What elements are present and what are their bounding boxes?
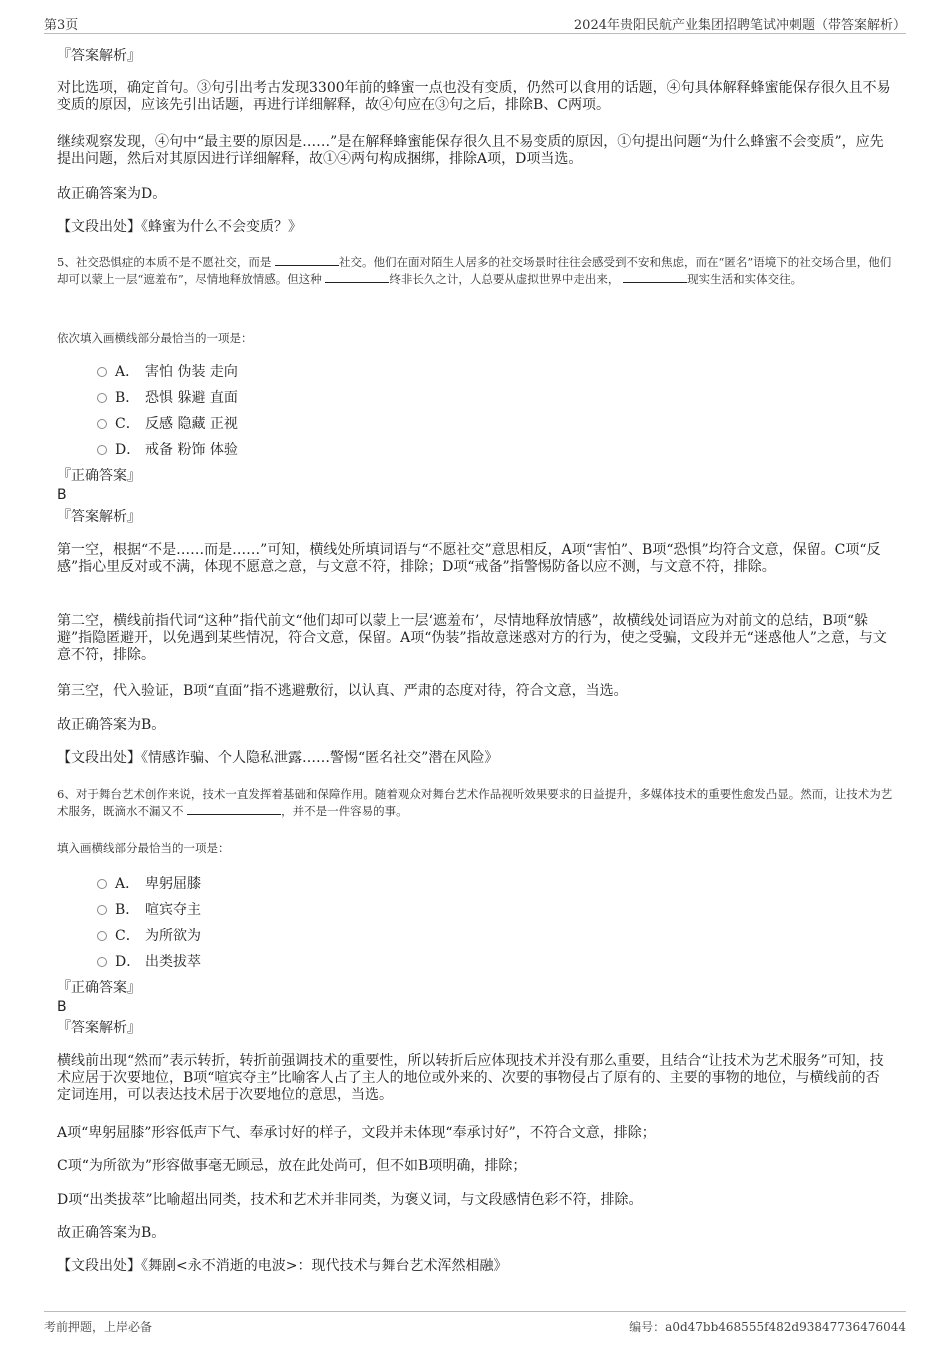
- analysis-label: 『答案解析』: [57, 509, 141, 525]
- blank-line: [275, 254, 339, 266]
- document-code: 编号：a0d47bb468555f482d93847736476044: [629, 1320, 906, 1334]
- footer-slogan: 考前押题，上岸必备: [44, 1320, 153, 1334]
- option-a[interactable]: A． 卑躬屈膝: [97, 876, 201, 893]
- radio-icon[interactable]: [97, 931, 107, 941]
- page-header: [44, 12, 906, 34]
- page-footer: [44, 1311, 906, 1335]
- conclusion: 故正确答案为B。: [57, 1225, 166, 1241]
- correct-answer: B: [57, 487, 67, 503]
- correct-answer-label: 『正确答案』: [57, 980, 141, 996]
- source-citation: 【文段出处】《舞剧<永不消逝的电波>：现代技术与舞台艺术浑然相融》: [57, 1258, 508, 1274]
- radio-icon[interactable]: [97, 879, 107, 889]
- analysis-paragraph: 对比选项，确定首句。③句引出考古发现3300年前的蜂蜜一点也没有变质，仍然可以食用的话题，④句具体解释蜂蜜能保存很久且不易变质的原因，应该先引出话题，再进行详细解释，故④句应在③句之后，排除B、C两项。: [57, 80, 891, 113]
- analysis-paragraph: C项“为所欲为”形容做事毫无顾忌，放在此处尚可，但不如B项明确，排除；: [57, 1158, 527, 1174]
- option-d[interactable]: D． 戒备 粉饰 体验: [97, 442, 238, 459]
- radio-icon[interactable]: [97, 957, 107, 967]
- analysis-paragraph: 第一空，根据“不是……而是……”可知，横线处所填词语与“不愿社交”意思相反，A项“害怕”、B项“恐惧”均符合文意，保留。C项“反感”指心里反对或不满，体现不愿意之意，与文意不符，排除；D项“戒备”指警惕防备以应不测，与文意不符，排除。: [57, 542, 881, 575]
- question-prompt: 依次填入画横线部分最恰当的一项是：: [57, 331, 253, 345]
- question-prompt: 填入画横线部分最恰当的一项是：: [57, 841, 230, 855]
- option-b[interactable]: B． 喧宾夺主: [97, 902, 201, 919]
- analysis-paragraph: 继续观察发现，④句中“最主要的原因是……”是在解释蜂蜜能保存很久且不易变质的原因，①句提出问题“为什么蜂蜜不会变质”，应先提出问题，然后对其原因进行详细解释，故①④两句构成捆绑，排除A项，D项当选。: [57, 134, 884, 167]
- source-citation: 【文段出处】《情感诈骗、个人隐私泄露……警惕“匿名社交”潜在风险》: [57, 750, 499, 766]
- document-title: 2024年贵阳民航产业集团招聘笔试冲刺题（带答案解析）: [573, 18, 906, 33]
- blank-line: [325, 271, 389, 283]
- option-d[interactable]: D． 出类拔萃: [97, 954, 201, 971]
- analysis-label: 『答案解析』: [57, 48, 141, 64]
- analysis-paragraph: A项“卑躬屈膝”形容低声下气、奉承讨好的样子，文段并未体现“奉承讨好”，不符合文意，排除；: [57, 1125, 656, 1141]
- analysis-paragraph: D项“出类拔萃”比喻超出同类，技术和艺术并非同类，为褒义词，与文段感情色彩不符，排除。: [57, 1192, 643, 1208]
- radio-icon[interactable]: [97, 367, 107, 377]
- conclusion: 故正确答案为D。: [57, 186, 167, 202]
- option-b[interactable]: B． 恐惧 躲避 直面: [97, 390, 238, 407]
- analysis-paragraph: 第二空，横线前指代词“这种”指代前文“他们却可以蒙上一层‘遮羞布’，尽情地释放情感”，故横线处词语应为对前文的总结，B项“躲避”指隐匿避开，以免遇到某些情况，符合文意，保留。A项“伪装”指故意迷惑对方的行为，使之受骗，文段并无“迷惑他人”之意，与文意不符，排除。: [57, 613, 887, 663]
- source-citation: 【文段出处】《蜂蜜为什么不会变质？》: [57, 219, 302, 235]
- analysis-label: 『答案解析』: [57, 1020, 141, 1036]
- correct-answer: B: [57, 999, 67, 1015]
- option-a[interactable]: A． 害怕 伪装 走向: [97, 364, 238, 381]
- page-number: 第3页: [44, 18, 79, 33]
- question-5-stem: 5、社交恐惧症的本质不是不愿社交，而是 社交。他们在面对陌生人居多的社交场景时往往会感受到不安和焦虑，而在“匿名”语境下的社交场合里，他们却可以蒙上一层“遮羞布”，尽情地释放情感。但这种 终非长久之计，人总要从虚拟世界中走出来， 现实生活和实体交往。: [57, 255, 892, 286]
- conclusion: 故正确答案为B。: [57, 717, 166, 733]
- analysis-paragraph: 横线前出现“然而”表示转折，转折前强调技术的重要性，所以转折后应体现技术并没有那么重要，且结合“让技术为艺术服务”可知，技术应居于次要地位，B项“喧宾夺主”比喻客人占了主人的地位或外来的、次要的事物侵占了原有的、主要的事物的地位，与横线前的否定词连用，可以表达技术居于次要地位的意思，当选。: [57, 1053, 884, 1103]
- option-c[interactable]: C． 反感 隐藏 正视: [97, 416, 238, 433]
- question-6-stem: 6、对于舞台艺术创作来说，技术一直发挥着基础和保障作用。随着观众对舞台艺术作品视听效果要求的日益提升，多媒体技术的重要性愈发凸显。然而，让技术为艺术服务，既滴水不漏又不 ，并不是一件容易的事。: [57, 787, 893, 818]
- blank-line: [187, 803, 281, 815]
- radio-icon[interactable]: [97, 445, 107, 455]
- radio-icon[interactable]: [97, 905, 107, 915]
- option-c[interactable]: C． 为所欲为: [97, 928, 201, 945]
- radio-icon[interactable]: [97, 419, 107, 429]
- analysis-paragraph: 第三空，代入验证，B项“直面”指不逃避敷衍，以认真、严肃的态度对待，符合文意，当选。: [57, 683, 628, 699]
- blank-line: [623, 271, 687, 283]
- radio-icon[interactable]: [97, 393, 107, 403]
- correct-answer-label: 『正确答案』: [57, 468, 141, 484]
